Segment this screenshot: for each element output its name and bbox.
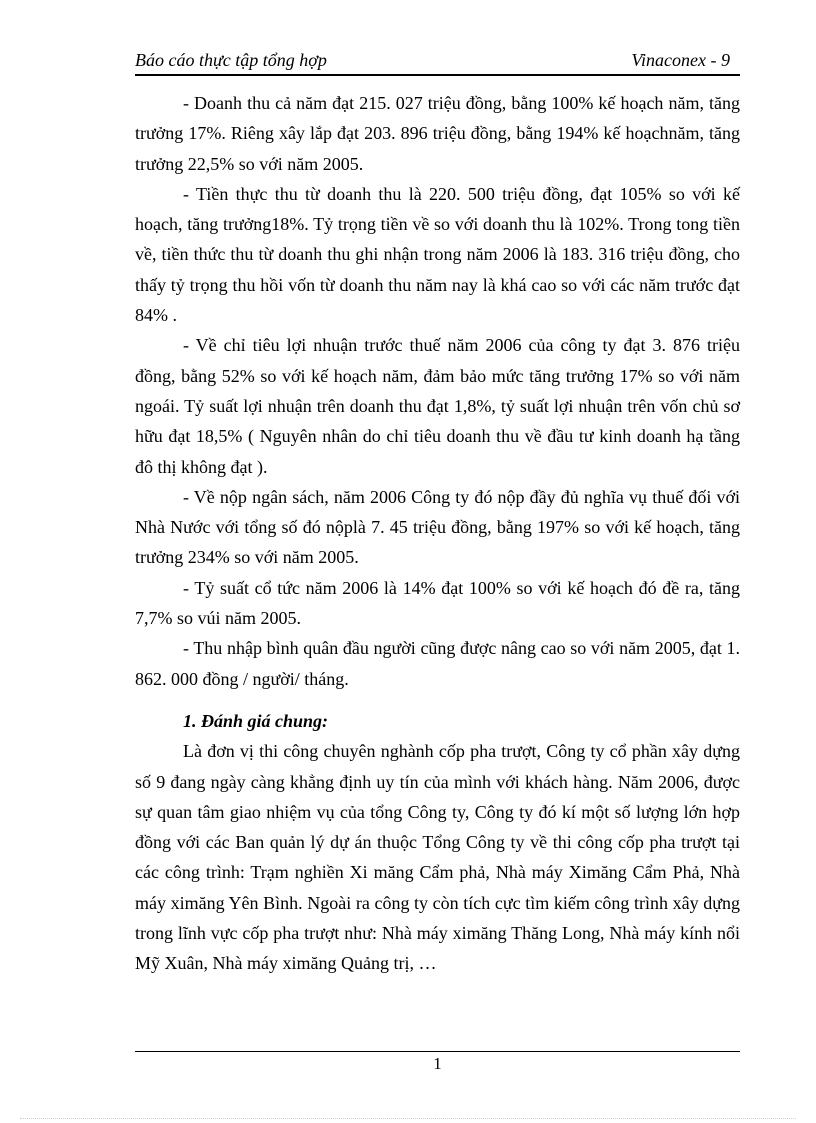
header-title: Báo cáo thực tập tổng hợp <box>135 50 327 70</box>
section-heading: 1. Đánh giá chung: <box>183 710 329 731</box>
paragraph-revenue: - Doanh thu cả năm đạt 215. 027 triệu đồng, bằng 100% kế hoạch năm, tăng trưởng 17%. Riêng xây lắp đạt 203. 896 triệu đồng, bằng 194% kế hoạchnăm, tăng trưởng 22,5% so với năm 2005. <box>135 93 740 174</box>
section-paragraph: Là đơn vị thi công chuyên nghành cốp pha trượt, Công ty cổ phần xây dựng số 9 đang ngày càng khẳng định uy tín của mình với khách hàng. Năm 2006, được sự quan tâm giao nhiệm vụ của tổng Công ty, Công ty đó kí một số lượng lớn hợp đồng với các Ban quản lý dự án thuộc Tổng Công ty về thi công cốp pha trượt tại các công trình: Trạm nghiền Xi măng Cẩm phả, Nhà máy Ximăng Cẩm Phả, Nhà máy ximăng Yên Bình. Ngoài ra công ty còn tích cực tìm kiếm công trình xây dựng trong lĩnh vực cốp pha trượt như: Nhà máy ximăng Thăng Long, Nhà máy kính nổi Mỹ Xuân, Nhà máy ximăng Quảng trị, … <box>135 741 740 974</box>
footer-divider <box>135 1051 740 1052</box>
paragraph-profit: - Về chỉ tiêu lợi nhuận trước thuế năm 2006 của công ty đạt 3. 876 triệu đồng, bằng 52% so với kế hoạch năm, đảm bảo mức tăng trưởng 17% so với năm ngoái. Tỷ suất lợi nhuận trên doanh thu đạt 1,8%, tỷ suất lợi nhuận trên vốn chủ sơ hữu đạt 18,5% ( Nguyên nhân do chỉ tiêu doanh thu về đầu tư kinh doanh hạ tầng đô thị không đạt ). <box>135 335 740 477</box>
paragraph-dividend: - Tỷ suất cổ tức năm 2006 là 14% đạt 100% so với kế hoạch đó đề ra, tăng 7,7% so vúi năm 2005. <box>135 577 740 629</box>
paragraph-income: - Thu nhập bình quân đầu người cũng được nâng cao so với năm 2005, đạt 1. 862. 000 đồng / người/ tháng. <box>135 638 740 689</box>
page-bottom-dotted-rule <box>20 1118 796 1119</box>
page-number: 1 <box>433 1054 442 1073</box>
header-company: Vinaconex - 9 <box>631 50 730 70</box>
paragraph-budget: - Về nộp ngân sách, năm 2006 Công ty đó nộp đầy đủ nghĩa vụ thuế đối với Nhà Nước với tổng số đó nộplà 7. 45 triệu đồng, bằng 197% so với kế hoạch, tăng trưởng 234% so với năm 2005. <box>135 486 740 568</box>
paragraph-cash-collection: - Tiền thực thu từ doanh thu là 220. 500 triệu đồng, đạt 105% so với kế hoạch, tăng trưởng18%. Tỷ trọng tiền về so với doanh thu là 102%. Trong tong tiền về, tiền thức thu từ doanh thu ghi nhận trong năm 2006 là 183. 316 triệu đồng, cho thấy tỷ trọng thu hồi vốn từ doanh thu năm nay là khá cao so với các năm trước đạt 84% . <box>135 183 740 326</box>
page-header <box>135 48 740 76</box>
document-body <box>135 88 740 979</box>
